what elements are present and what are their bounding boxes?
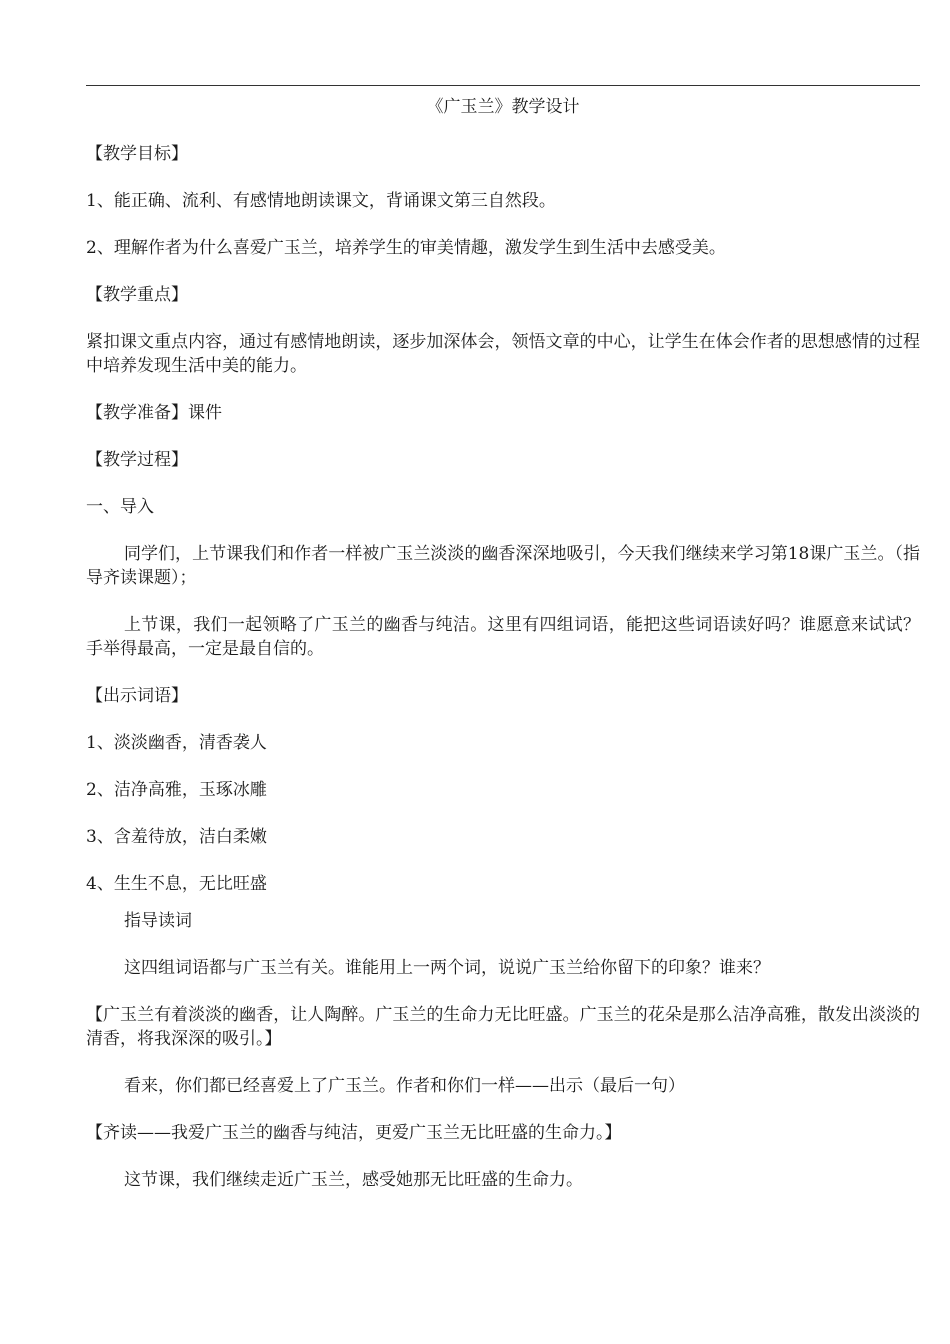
section-heading-objectives: 【教学目标】 [86, 144, 188, 164]
word-group-1: 1、淡淡幽香，清香袭人 [86, 733, 267, 753]
section-heading-preparation: 【教学准备】课件 [86, 403, 222, 423]
word-group-4: 4、生生不息，无比旺盛 [86, 874, 267, 894]
header-rule [86, 85, 920, 86]
section-heading-process: 【教学过程】 [86, 450, 188, 470]
reading-guide: 指导读词 [124, 911, 192, 931]
word-group-2: 2、洁净高雅，玉琢冰雕 [86, 780, 267, 800]
objective-item-2: 2、理解作者为什么喜爱广玉兰，培养学生的审美情趣，激发学生到生活中去感受美。 [86, 238, 726, 258]
step-heading-intro: 一、导入 [86, 497, 154, 517]
intro-paragraph-2: 上节课，我们一起领略了广玉兰的幽香与纯洁。这里有四组词语，能把这些词语读好吗？谁愿意来试试？手举得最高，一定是最自信的。 [86, 615, 920, 659]
transition-paragraph: 看来，你们都已经喜爱上了广玉兰。作者和你们一样——出示（最后一句） [124, 1076, 685, 1096]
closing-paragraph: 这节课，我们继续走近广玉兰，感受她那无比旺盛的生命力。 [124, 1170, 583, 1190]
section-heading-key-points: 【教学重点】 [86, 285, 188, 305]
key-points-text: 紧扣课文重点内容，通过有感情地朗读，逐步加深体会，领悟文章的中心，让学生在体会作者的思想感情的过程中培养发现生活中美的能力。 [86, 332, 920, 376]
section-heading-show-words: 【出示词语】 [86, 686, 188, 706]
document-title: 《广玉兰》教学设计 [426, 97, 580, 117]
objective-item-1: 1、能正确、流利、有感情地朗读课文，背诵课文第三自然段。 [86, 191, 556, 211]
document-body [86, 95, 920, 1215]
student-answer-paragraph: 【广玉兰有着淡淡的幽香，让人陶醉。广玉兰的生命力无比旺盛。广玉兰的花朵是那么洁净高雅，散发出淡淡的清香，将我深深的吸引。】 [86, 1005, 920, 1049]
chorus-reading-paragraph: 【齐读——我爱广玉兰的幽香与纯洁，更爱广玉兰无比旺盛的生命力。】 [86, 1123, 622, 1143]
intro-paragraph-1: 同学们，上节课我们和作者一样被广玉兰淡淡的幽香深深地吸引，今天我们继续来学习第18课广玉兰。（指导齐读课题）； [86, 544, 920, 588]
question-paragraph: 这四组词语都与广玉兰有关。谁能用上一两个词，说说广玉兰给你留下的印象？谁来？ [124, 958, 770, 978]
word-group-3: 3、含羞待放，洁白柔嫩 [86, 827, 267, 847]
